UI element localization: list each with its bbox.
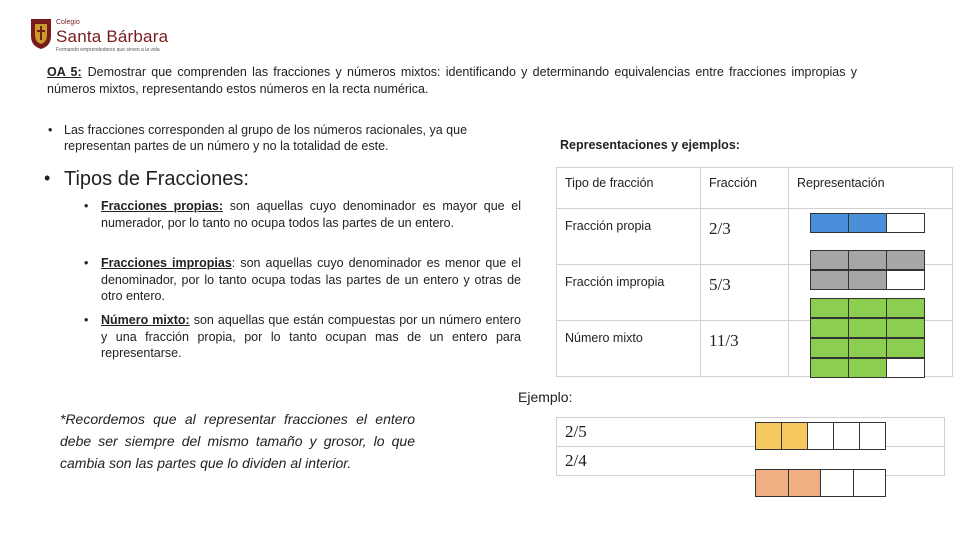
empty-part bbox=[886, 270, 925, 290]
empty-part bbox=[807, 422, 834, 450]
filled-part bbox=[886, 318, 925, 338]
type-item-proper bbox=[84, 198, 521, 231]
logo-small-text: Colegio bbox=[56, 19, 80, 26]
filled-part bbox=[810, 358, 849, 378]
empty-part bbox=[886, 358, 925, 378]
filled-part bbox=[810, 250, 849, 270]
objective-text: Demostrar que comprenden las fracciones y números mixtos: identificando y determinando equivalencias entre fracciones impropias y números mixtos, representando estos números en la recta numérica. bbox=[47, 65, 857, 96]
representations-title: Representaciones y ejemplos: bbox=[560, 138, 740, 152]
filled-part bbox=[848, 338, 887, 358]
types-heading bbox=[44, 168, 249, 191]
empty-part bbox=[859, 422, 886, 450]
row-type: Fracción impropia bbox=[557, 265, 701, 321]
types-heading-text: Tipos de Fracciones: bbox=[64, 168, 249, 190]
row-fraction: 11/3 bbox=[701, 321, 789, 377]
objective-code: OA 5: bbox=[47, 65, 82, 79]
table-row bbox=[557, 447, 945, 476]
filled-part bbox=[886, 298, 925, 318]
filled-part bbox=[788, 469, 822, 497]
bullet-dot: • bbox=[84, 199, 89, 213]
header-type: Tipo de fracción bbox=[557, 168, 701, 209]
type-description: son aquellas cuyo denominador es mayor que el numerador, por lo tanto no ocupa todos las partes de un entero. bbox=[101, 199, 521, 230]
filled-part bbox=[848, 318, 887, 338]
example-fraction: 2/5 bbox=[557, 418, 945, 447]
type-item-improper bbox=[84, 255, 521, 305]
intro-text: Las fracciones corresponden al grupo de los números racionales, ya que representan partes de un número y no la totalidad de este. bbox=[64, 123, 468, 153]
filled-part bbox=[810, 270, 849, 290]
empty-part bbox=[833, 422, 860, 450]
header-representation: Representación bbox=[789, 168, 953, 209]
row-type: Número mixto bbox=[557, 321, 701, 377]
filled-part bbox=[848, 270, 887, 290]
filled-part bbox=[848, 358, 887, 378]
intro-bullet bbox=[48, 122, 526, 154]
reminder-note: *Recordemos que al representar fracciones el entero debe ser siempre del mismo tamaño y grosor, lo que cambia son las partes que lo dividen al interior. bbox=[60, 411, 415, 471]
example-fraction: 2/4 bbox=[557, 447, 945, 476]
empty-part bbox=[886, 213, 925, 233]
row-type: Fracción propia bbox=[557, 209, 701, 265]
type-term: Número mixto: bbox=[101, 313, 190, 327]
table-header-row bbox=[557, 168, 953, 209]
filled-part bbox=[781, 422, 808, 450]
empty-part bbox=[820, 469, 854, 497]
type-term: Fracciones impropias bbox=[101, 256, 232, 270]
filled-part bbox=[755, 469, 789, 497]
filled-part bbox=[755, 422, 782, 450]
school-logo bbox=[30, 18, 170, 54]
empty-part bbox=[853, 469, 887, 497]
logo-school-name: Santa Bárbara bbox=[56, 27, 169, 46]
header-fraction: Fracción bbox=[701, 168, 789, 209]
type-item-mixed bbox=[84, 312, 521, 362]
bullet-dot: • bbox=[48, 123, 53, 137]
type-term: Fracciones propias: bbox=[101, 199, 223, 213]
shield-icon bbox=[30, 18, 52, 50]
bullet-dot: • bbox=[44, 168, 51, 188]
type-description: : son aquellas cuyo denominador es menor que el denominador, por lo tanto ocupa todas las partes de un entero y otras de otro entero. bbox=[101, 256, 521, 303]
filled-part bbox=[848, 250, 887, 270]
type-description: son aquellas que están compuestas por un número entero y una fracción propia, por lo tanto ocupan mas de un entero para representarse. bbox=[101, 313, 521, 360]
filled-part bbox=[810, 318, 849, 338]
filled-part bbox=[810, 298, 849, 318]
row-fraction: 5/3 bbox=[701, 265, 789, 321]
bullet-dot: • bbox=[84, 256, 89, 270]
filled-part bbox=[810, 213, 849, 233]
filled-part bbox=[848, 298, 887, 318]
example-title: Ejemplo: bbox=[518, 389, 573, 405]
logo-tagline: Formando emprendedores que sirven a la vida bbox=[56, 47, 160, 53]
bullet-dot: • bbox=[84, 313, 89, 327]
filled-part bbox=[886, 250, 925, 270]
table-row bbox=[557, 418, 945, 447]
example-table bbox=[556, 417, 945, 476]
filled-part bbox=[848, 213, 887, 233]
learning-objective bbox=[47, 64, 857, 98]
row-fraction: 2/3 bbox=[701, 209, 789, 265]
filled-part bbox=[886, 338, 925, 358]
filled-part bbox=[810, 338, 849, 358]
